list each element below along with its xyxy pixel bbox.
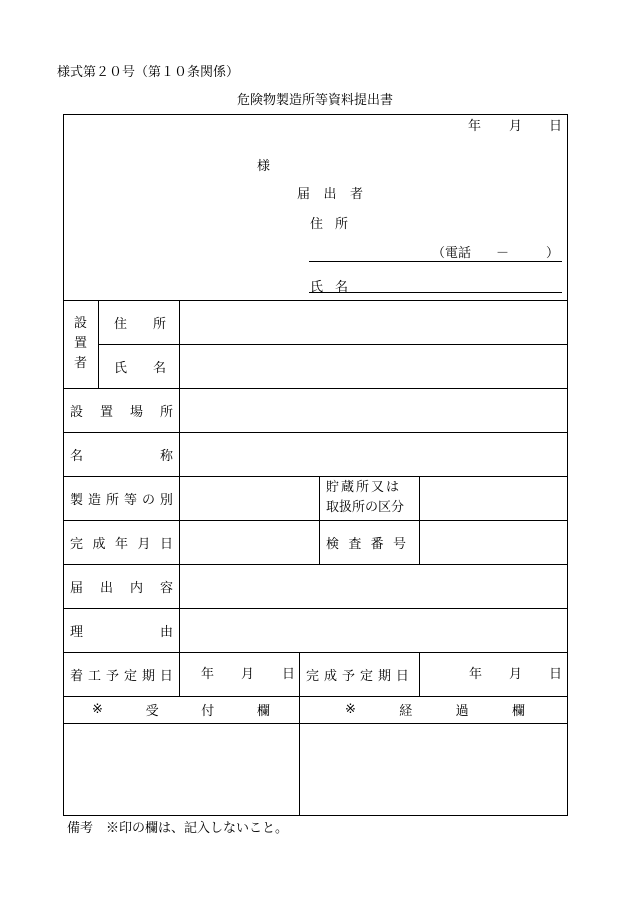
col-divider	[419, 652, 420, 696]
footnote: 備考 ※印の欄は、記入しないこと。	[67, 821, 289, 836]
header-address-label: 住 所	[310, 216, 348, 232]
reception-label: ※ 受 付 欄	[92, 702, 270, 719]
header-date-year: 年	[468, 119, 482, 134]
facility-type-label: 製 造 所 等 の 別	[70, 492, 173, 508]
col-divider	[98, 300, 99, 388]
header-date-month: 月	[509, 119, 523, 134]
start-date-day: 日	[282, 667, 296, 682]
start-date-label: 着 工 予 定 期 日	[70, 668, 173, 684]
completion-plan-label: 完 成 予 定 期 日	[306, 668, 409, 684]
header-date-day: 日	[549, 119, 563, 134]
row-divider	[63, 723, 568, 724]
header-name-label: 氏 名	[310, 279, 348, 295]
col-divider	[319, 476, 320, 564]
col-divider	[299, 652, 300, 816]
progress-label: ※ 経 過 欄	[345, 702, 525, 719]
name-label: 名 称	[70, 448, 173, 464]
start-date-year: 年	[201, 667, 215, 682]
reason-label: 理 由	[70, 624, 173, 640]
name-underline	[309, 292, 562, 293]
completion-plan-day: 日	[549, 667, 563, 682]
document-title: 危険物製造所等資料提出書	[236, 93, 393, 108]
storage-class-label: 貯蔵所又は 取扱所の区分	[326, 479, 405, 515]
col-divider	[419, 476, 420, 564]
row-divider	[98, 344, 568, 345]
address-underline	[309, 261, 562, 262]
completion-plan-month: 月	[509, 667, 523, 682]
completion-date-label: 完 成 年 月 日	[70, 536, 173, 552]
col-divider	[179, 300, 180, 696]
installer-group-label: 設 置 者	[73, 315, 87, 372]
addressee-suffix: 様	[257, 159, 271, 174]
inspection-number-label: 検 査 番 号	[326, 536, 406, 552]
phone-dash: －	[496, 246, 510, 261]
submitter-label: 届 出 者	[297, 186, 363, 202]
completion-plan-year: 年	[469, 667, 483, 682]
phone-close: ）	[546, 246, 560, 261]
start-date-month: 月	[241, 667, 255, 682]
form-number: 様式第２０号（第１０条関係）	[57, 65, 240, 80]
installer-address-label: 住 所	[114, 316, 166, 332]
installer-name-label: 氏 名	[114, 360, 166, 376]
phone-label: （電話	[432, 246, 472, 261]
location-label: 設 置 場 所	[70, 404, 173, 420]
notification-content-label: 届 出 内 容	[70, 580, 173, 596]
